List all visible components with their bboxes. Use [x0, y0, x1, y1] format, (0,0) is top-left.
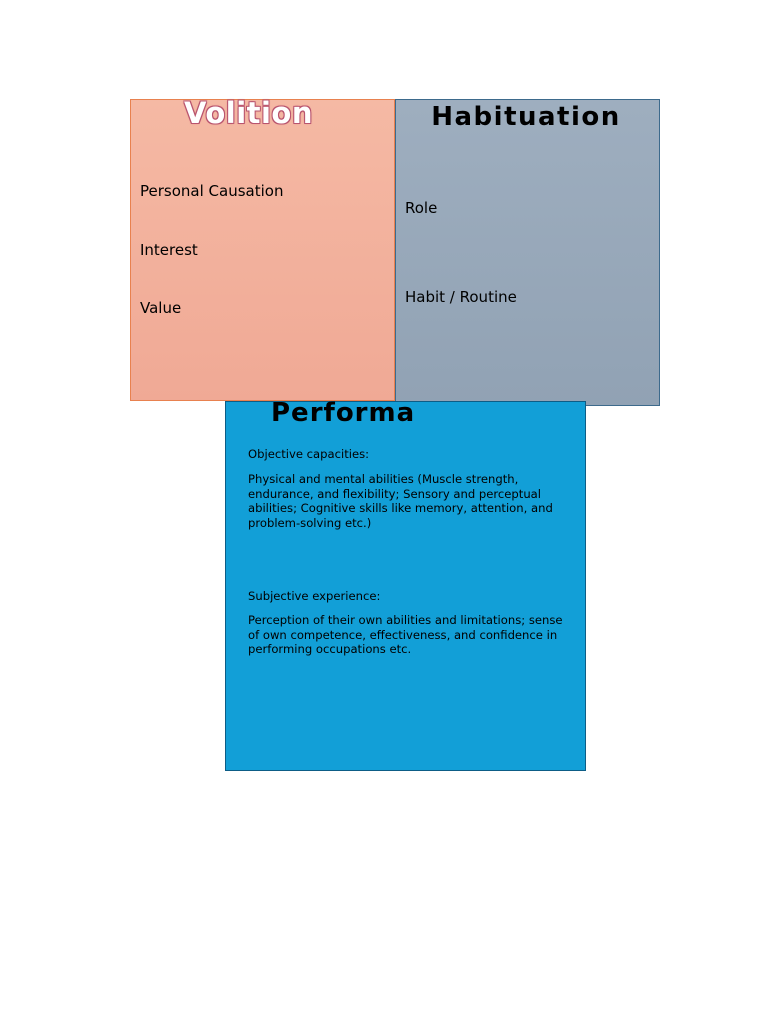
- habituation-title: Habituation: [431, 102, 621, 132]
- volition-box: [130, 96, 395, 401]
- habituation-item-habit-routine: Habit / Routine: [405, 288, 517, 306]
- performance-title: Performa: [271, 398, 416, 428]
- volition-item-personal-causation: Personal Causation: [140, 182, 284, 200]
- objective-heading: Objective capacities:: [248, 447, 370, 461]
- performance-box: [225, 398, 586, 771]
- objective-text: Physical and mental abilities (Muscle strength, endurance, and flexibility; Sensory and perceptual abilities; Cognitive skills like memory, attention, and problem-solving etc.): [248, 472, 553, 530]
- volition-item-interest: Interest: [140, 241, 198, 259]
- subjective-heading: Subjective experience:: [248, 589, 381, 603]
- volition-title: Volition: [183, 96, 314, 130]
- volition-item-value: Value: [140, 299, 182, 317]
- habituation-box: [395, 99, 660, 406]
- habituation-item-role: Role: [405, 199, 438, 217]
- subjective-text: Perception of their own abilities and limitations; sense of own competence, effectiveness, and confidence in performing occupations etc.: [248, 613, 563, 657]
